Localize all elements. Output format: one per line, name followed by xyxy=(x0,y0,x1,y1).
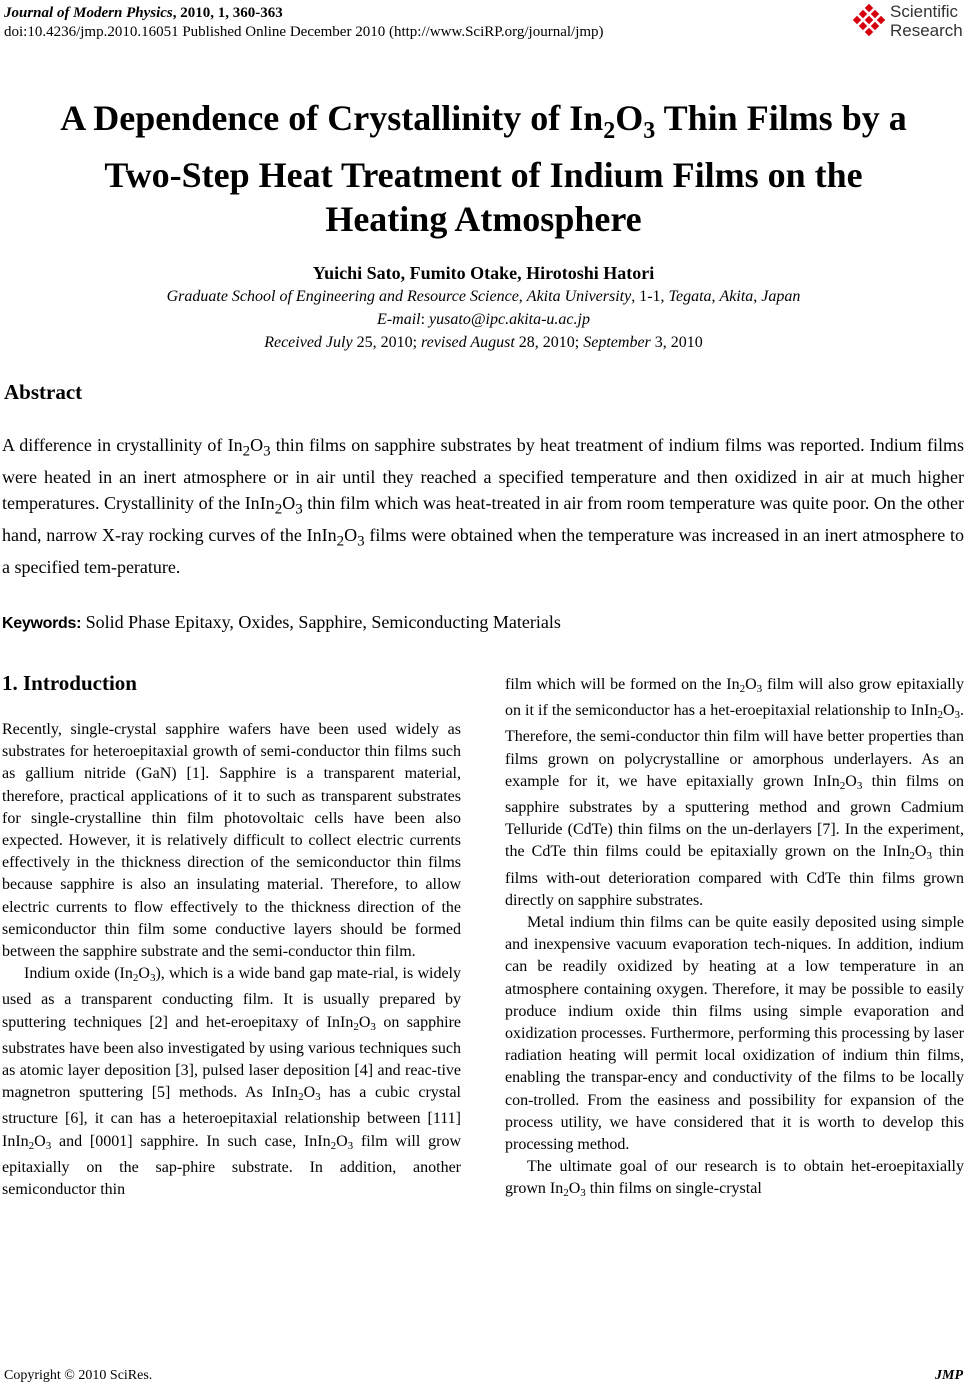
author-list: Yuichi Sato, Fumito Otake, Hirotoshi Hatori xyxy=(312,263,655,283)
author-email: E-mail: yusato@ipc.akita-u.ac.jp xyxy=(377,311,590,328)
journal-citation xyxy=(4,4,283,22)
publisher-logo xyxy=(850,2,967,44)
journal-volume: , 2010, 1, 360-363 xyxy=(172,5,283,21)
scirp-diamond-logo-icon xyxy=(850,4,888,42)
intro-paragraph-4: The ultimate goal of our research is to obtain het-eroepitaxially grown In2O3 thin films on single-crystal xyxy=(505,1158,964,1200)
intro-paragraph-2: Indium oxide (In2O3), which is a wide band gap mate-rial, is widely used as a transparent conducting film. It is usually prepared by sputtering techniques [2] and het-eroepitaxy of InIn2O3 on sapphire substrates have been also investigated by using various techniques such as atomic layer deposition [3], pulsed laser deposition [4] and reac-tive magnetron sputtering [5] methods. As InIn2O3 has a cubic crystal structure [6], it can has a heteroepitaxial relationship between [111] InIn2O3 and [0001] sapphire. In such case, InIn2O3 film will grow epitaxially on the sap-phire substrate. In addition, another semiconductor thin xyxy=(2,965,462,1199)
title-line-2: Two-Step Heat Treatment of Indium Films on the xyxy=(104,155,863,196)
journal-name: Journal of Modern Physics xyxy=(4,5,173,21)
title-line-1: A Dependence of Crystallinity of $In_2O_3$ Thin Films by a xyxy=(60,98,907,145)
section-heading-introduction: 1. Introduction xyxy=(2,671,137,695)
keywords xyxy=(2,610,964,636)
paper-title xyxy=(0,96,967,241)
logo-text xyxy=(890,2,963,40)
affiliation: Graduate School of Engineering and Resource Science, Akita University, 1-1, Tegata, Akita, Japan xyxy=(166,288,801,305)
right-column xyxy=(505,674,964,1205)
abstract-body: A difference in crystallinity of $In_2O_3$ thin films on sapphire substrates by heat treatment of indium films was reported. Indium films were heated in an inert atmosphere or in air until they reached a specified temperature and then oxidized in air at much higher temperatures. Crystallinity of the $InIn_2O_3$ thin film which was heat-treated in air from room temperature was quite poor. On the other hand, narrow X-ray rocking curves of the $InIn_2O_3$ films were obtained when the temperature was increased in an inert atmosphere to a specified tem-perature. xyxy=(2,435,965,578)
keywords-text: Solid Phase Epitaxy, Oxides, Sapphire, Semiconducting Materials xyxy=(81,612,561,632)
logo-line-2: Research xyxy=(890,21,963,40)
intro-paragraph-continued: film which will be formed on the In2O3 film will also grow epitaxially on it if the semiconductor has a het-eroepitaxial relationship to InIn2O3. Therefore, the semi-conductor thin film will have better properties than films grown on polycrystalline or amorphous underlayers. As an example for it, we have epitaxially grown InIn2O3 thin films on sapphire substrates by a sputtering method and grown Cadmium Telluride (CdTe) thin films on the un-derlayers [7]. In the experiment, the CdTe thin films could be epitaxially grown on the InIn2O3 thin films with-out deterioration compared with CdTe thin films grown directly on sapphire substrates. xyxy=(505,676,965,909)
title-line-3: Heating Atmosphere xyxy=(325,199,642,240)
copyright-notice: Copyright © 2010 SciRes. xyxy=(4,1368,153,1383)
journal-abbreviation: JMP xyxy=(935,1368,963,1383)
abstract-heading: Abstract xyxy=(4,380,83,404)
intro-paragraph-1: Recently, single-crystal sapphire wafers have been used widely as substrates for heteroepitaxial growth of semi-conductor thin films such as gallium nitride (GaN) [1]. Sapphire is a transparent material, therefore, practical applications of it to such as transparent substrates for single-crystalline thin film photovoltaic cells have been also expected. However, it is relatively difficult to collect electric currents effectively in the thickness direction of the semiconductor thin films because sapphire is also an insulating material. Therefore, to allow electric currents to flow effectively to the thickness direction of the semiconductor thin film some conductive layers should be formed between the sapphire substrate and the semi-conductor thin film. xyxy=(2,721,461,961)
doi-line: doi:10.4236/jmp.2010.16051 Published Online December 2010 (http://www.SciRP.org/journal/jmp) xyxy=(4,24,604,40)
left-column xyxy=(2,719,461,1201)
keywords-label: Keywords: xyxy=(2,615,82,632)
intro-paragraph-3: Metal indium thin films can be quite easily deposited using simple and inexpensive vacuum evaporation tech-niques. In addition, indium can be readily oxidized by heating at a low temperature in an atmosphere containing oxygen. Therefore, it may be possible to easily produce indium oxide thin films using simple evaporation and oxidization processes. Furthermore, performing this processing by laser radiation heating will permit local oxidization of indium thin films, enabling the transpar-ency and conductivity of the films to be locally con-trolled. From the easiness and possibility for expansion of the process utility, we have considered that it is worth to develop this processing method. xyxy=(505,914,964,1154)
logo-line-1: Scientific xyxy=(890,2,959,21)
email-address[interactable]: yusato@ipc.akita-u.ac.jp xyxy=(429,311,590,328)
received-dates: Received July 25, 2010; revised August 28, 2010; September 3, 2010 xyxy=(264,334,703,351)
